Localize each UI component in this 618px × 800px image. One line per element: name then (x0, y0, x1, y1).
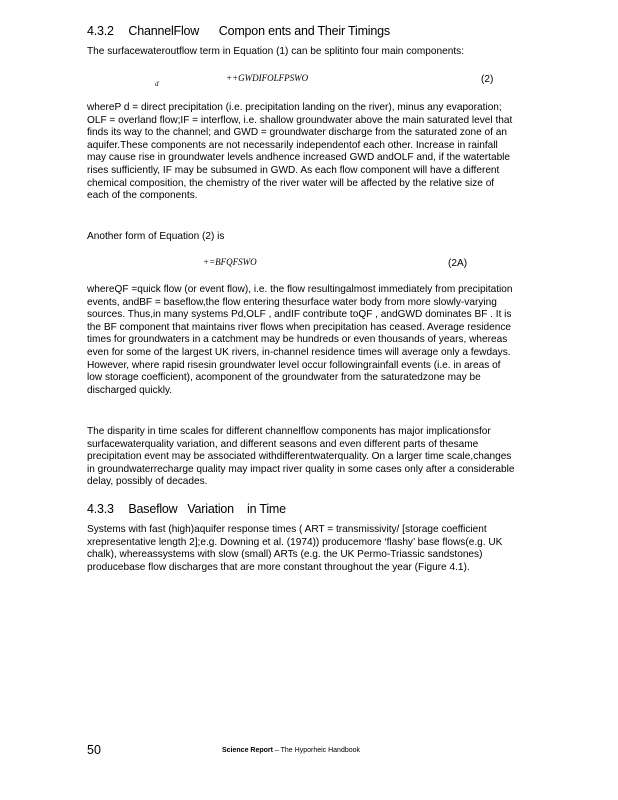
paragraph-response-times: Systems with fast (high)aquifer response times ( ART = transmissivity/ [storage coefficient xrepresentative length 2];e.g. Downing et al. (1974)) producemore ‘flashy’ base flows(e.g. UK chalk), whereassystems with slow (small) ARTs (e.g. the UK Permo-Triassic sandstones) producebase flow discharges that are more constant throughout the year (Figure 4.1). (87, 524, 503, 573)
equation-2a-number: (2A) (448, 258, 468, 269)
section-number: 4.3.2 (87, 24, 114, 38)
paragraph-another-form: Another form of Equation (2) is (87, 231, 225, 242)
paragraph-components: whereP d = direct precipitation (i.e. precipitation landing on the river), minus any evaporation; OLF = overland flow;IF = interflow, i.e. shallow groundwater above the main saturated level that finds its way to the channel; and GWD = groundwater discharge from the saturated zone of an aquifer.These components are not necessarily independentof each other. Increase in rainfall may cause rise in groundwater levels andhence increased GWD andOLF and, if the watertable rises sufficiently, IF may be subsumed in GWD. As each flow component will have a different chemical composition, the chemistry of the river water will be affected by the relative size of each of the components. (87, 102, 513, 202)
paragraph-disparity: The disparity in time scales for different channelflow components has major implicationsfor surfacewaterquality variation, and different seasons and even different parts of thesame precipitation event may be associated withdifferentwaterquality. On a larger time scale,changes in groundwaterrecharge quality may impact river quality in some cases only after a considerable delay, possibly of decades. (87, 426, 515, 488)
equation-2-lhs: d (155, 80, 159, 88)
report-title (222, 747, 360, 754)
paragraph-quickflow: whereQF =quick flow (or event flow), i.e. the flow resultingalmost immediately from precipitation events, andBF = baseflow,the flow entering thesurface water body from more slowly-varying sources. Thus,in many systems Pd,OLF , andIF contribute toQF , andGWD dominates BF . It is the BF component that maintains river flows when precipitation has ceased. Average residence times for groundwaters in a catchment may be hundreds or even thousands of years, whereas even for some of the largest UK rivers, in-channel residence times will average only a fewdays. However, where rapid risesin groundwater level occur followingrainfall events (i.e. in areas of low storage coefficient), acomponent of the groundwater from the saturatedzone may be discharged quickly. (87, 284, 513, 396)
paragraph-intro: The surfacewateroutflow term in Equation (1) can be splitinto four main components: (87, 46, 465, 57)
section-heading-432 (87, 24, 390, 38)
section-title: ChannelFlow Compon ents and Their Timings (128, 24, 390, 38)
report-title-bold: Science Report (222, 747, 273, 754)
report-title-rest: – The Hyporheic Handbook (274, 747, 361, 754)
section-title: Baseflow Variation in Time (128, 502, 286, 516)
section-heading-433 (87, 502, 286, 516)
equation-2-body: ++GWDIFOLFPSWO (226, 73, 309, 83)
section-number: 4.3.3 (87, 502, 114, 516)
equation-2-number: (2) (481, 74, 494, 85)
page-number: 50 (87, 743, 101, 757)
equation-2a-body: +=BFQFSWO (203, 257, 257, 267)
